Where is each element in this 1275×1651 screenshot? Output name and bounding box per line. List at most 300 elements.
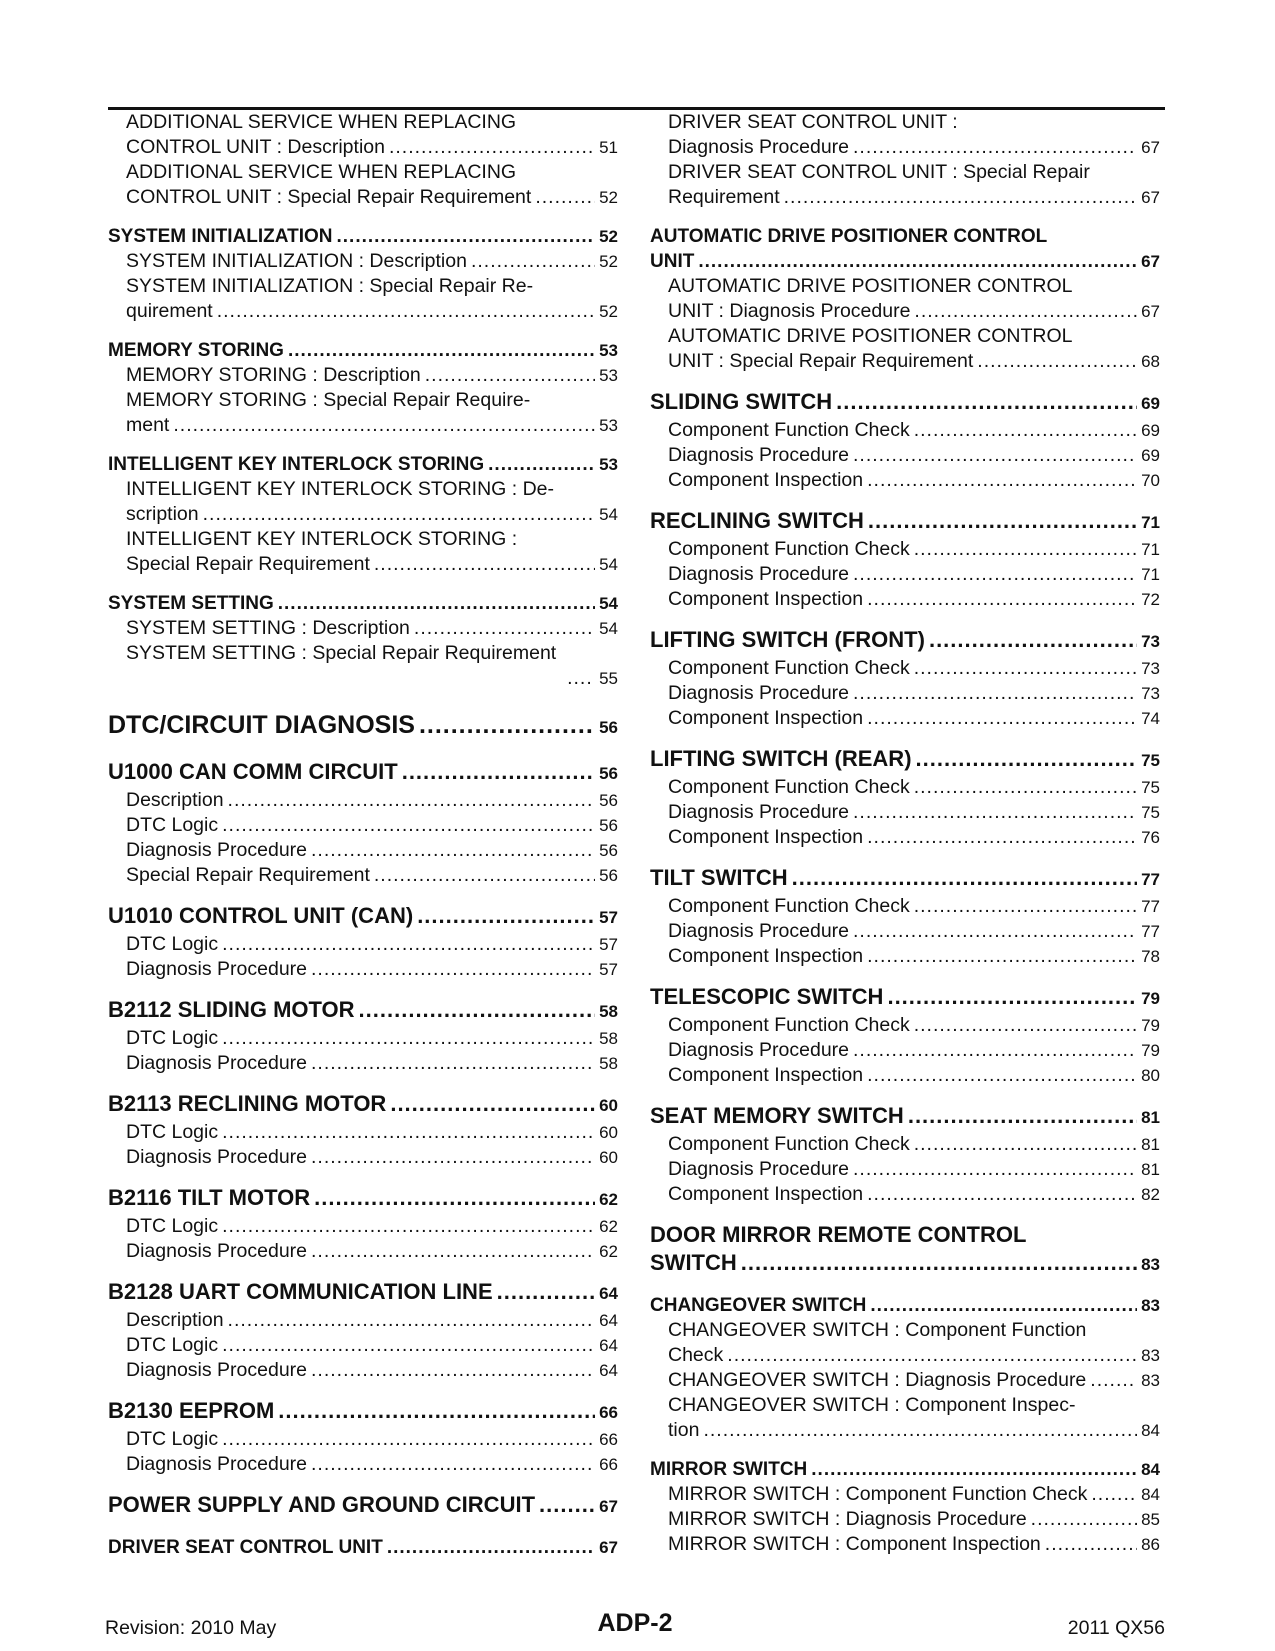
toc-page-number: 75	[1141, 751, 1160, 770]
dot-leader	[222, 813, 595, 838]
toc-section-entry[interactable]	[108, 452, 618, 477]
toc-section-entry[interactable]	[108, 758, 618, 788]
toc-entry-title: Component Inspection	[668, 588, 864, 610]
toc-page-continuation[interactable]	[108, 666, 618, 691]
dot-leader	[853, 443, 1137, 468]
toc-entry-title: SYSTEM INITIALIZATION	[108, 226, 333, 247]
toc-entry-title: Component Function Check	[668, 895, 910, 917]
toc-sub-entry[interactable]	[650, 825, 1160, 850]
toc-entry-title: DRIVER SEAT CONTROL UNIT	[108, 1537, 383, 1558]
toc-sub-entry[interactable]	[650, 418, 1160, 443]
toc-section-entry[interactable]	[650, 249, 1160, 274]
toc-entry-title: Component Inspection	[668, 469, 864, 491]
toc-entry-title: tion	[668, 1419, 700, 1441]
toc-entry-title: Special Repair Requirement	[126, 553, 370, 575]
toc-sub-entry[interactable]	[108, 502, 618, 527]
dot-leader	[1091, 1482, 1137, 1507]
toc-section-entry[interactable]	[108, 1535, 618, 1560]
toc-entry-title: SLIDING SWITCH	[650, 389, 833, 414]
toc-section-entry[interactable]	[108, 1090, 618, 1120]
dot-leader	[741, 1249, 1137, 1277]
toc-entry-title: Component Inspection	[668, 826, 864, 848]
toc-entry-title: Component Inspection	[668, 945, 864, 967]
toc-entry-title: quirement	[126, 300, 213, 322]
toc-entry-line[interactable]: MEMORY STORING : Special Repair Require-	[126, 389, 531, 411]
dot-leader	[853, 800, 1137, 825]
toc-entry-line[interactable]: AUTOMATIC DRIVE POSITIONER CONTROL	[668, 275, 1073, 297]
revision-label: Revision: 2010 May	[105, 1617, 277, 1639]
dot-leader	[222, 1333, 595, 1358]
dot-leader	[1045, 1532, 1137, 1557]
toc-page-number: 67	[1141, 302, 1160, 321]
toc-page-number: 79	[1141, 1016, 1160, 1035]
toc-entry-title: LIFTING SWITCH (REAR)	[650, 746, 912, 771]
dot-leader	[914, 299, 1137, 324]
toc-page-number: 56	[599, 866, 618, 885]
toc-entry-line[interactable]: CHANGEOVER SWITCH : Component Function	[668, 1319, 1087, 1341]
dot-leader	[836, 388, 1137, 416]
dot-leader	[1090, 1368, 1137, 1393]
toc-sub-entry[interactable]	[108, 1358, 618, 1383]
toc-entry-title: Component Inspection	[668, 1064, 864, 1086]
toc-sub-entry[interactable]	[108, 1120, 618, 1145]
dot-leader	[359, 996, 596, 1024]
dot-leader	[217, 299, 595, 324]
toc-sub-entry[interactable]	[650, 349, 1160, 374]
toc-sub-entry[interactable]	[108, 1333, 618, 1358]
toc-page-number: 71	[1141, 565, 1160, 584]
toc-left-column	[108, 110, 618, 1560]
toc-page-number: 70	[1141, 471, 1160, 490]
toc-sub-entry[interactable]	[108, 413, 618, 438]
toc-entry-title: UNIT : Diagnosis Procedure	[668, 300, 911, 322]
toc-entry-title: Diagnosis Procedure	[126, 1240, 308, 1262]
toc-section-entry[interactable]	[650, 745, 1160, 775]
dot-leader	[222, 1120, 595, 1145]
toc-sub-entry[interactable]	[108, 363, 618, 388]
dot-leader	[853, 919, 1137, 944]
toc-page-number: 84	[1141, 1485, 1160, 1504]
toc-page-number: 56	[599, 718, 618, 737]
dot-leader	[228, 1308, 596, 1333]
toc-page-number: 58	[599, 1029, 618, 1048]
dot-leader	[853, 681, 1137, 706]
toc-entry-title: DTC Logic	[126, 814, 219, 836]
dot-leader	[425, 363, 595, 388]
toc-page-number: 73	[1141, 632, 1160, 651]
toc-page-number: 77	[1141, 897, 1160, 916]
toc-entry-title: Diagnosis Procedure	[126, 1453, 308, 1475]
toc-sub-entry[interactable]	[650, 894, 1160, 919]
toc-sub-entry[interactable]	[650, 1343, 1160, 1368]
dot-leader	[387, 1535, 595, 1560]
model-label: 2011 QX56	[1067, 1617, 1165, 1639]
toc-sub-entry[interactable]	[108, 838, 618, 863]
toc-sub-entry[interactable]	[108, 299, 618, 324]
toc-sub-entry[interactable]	[108, 1308, 618, 1333]
toc-entry-title: INTELLIGENT KEY INTERLOCK STORING	[108, 454, 485, 475]
dot-leader	[417, 902, 595, 930]
toc-entry-title: CHANGEOVER SWITCH : Diagnosis Procedure	[668, 1369, 1087, 1391]
toc-sub-entry[interactable]	[108, 1051, 618, 1076]
toc-sub-entry[interactable]	[650, 800, 1160, 825]
toc-entry-title: DTC/CIRCUIT DIAGNOSIS	[108, 711, 415, 739]
dot-leader	[374, 863, 595, 888]
dot-leader	[203, 502, 595, 527]
toc-entry-title: B2130 EEPROM	[108, 1398, 275, 1423]
dot-leader	[914, 1132, 1137, 1157]
toc-sub-entry[interactable]	[650, 1418, 1160, 1443]
toc-entry-line[interactable]: ADDITIONAL SERVICE WHEN REPLACING	[126, 161, 517, 183]
toc-entry-title: CHANGEOVER SWITCH	[650, 1295, 867, 1316]
dot-leader	[1031, 1507, 1137, 1532]
toc-page-number: 53	[599, 416, 618, 435]
toc-page-number: 64	[599, 1336, 618, 1355]
toc-sub-entry[interactable]	[108, 1214, 618, 1239]
toc-entry-title: B2128 UART COMMUNICATION LINE	[108, 1279, 493, 1304]
dot-leader	[727, 1343, 1137, 1368]
toc-page-number: 54	[599, 505, 618, 524]
toc-page-number: 77	[1141, 922, 1160, 941]
toc-section-entry[interactable]	[650, 626, 1160, 656]
toc-entry-line[interactable]: DRIVER SEAT CONTROL UNIT :	[668, 111, 958, 133]
dot-leader	[228, 788, 596, 813]
toc-page-number: 62	[599, 1217, 618, 1236]
toc-page-number: 83	[1141, 1371, 1160, 1390]
toc-sub-entry[interactable]	[108, 552, 618, 577]
toc-page-number: 53	[599, 455, 618, 474]
toc-page-number: 67	[1141, 252, 1160, 271]
toc-entry-title: B2113 RECLINING MOTOR	[108, 1091, 387, 1116]
toc-page-number: 80	[1141, 1066, 1160, 1085]
toc-entry-line[interactable]: CHANGEOVER SWITCH : Component Inspec-	[668, 1394, 1076, 1416]
dot-leader	[698, 249, 1137, 274]
toc-page-number: 53	[599, 366, 618, 385]
toc-page-number: 75	[1141, 803, 1160, 822]
page-number: ADP-2	[597, 1609, 673, 1637]
dot-leader	[278, 591, 595, 616]
toc-section-entry[interactable]	[650, 983, 1160, 1013]
toc-entry-title: RECLINING SWITCH	[650, 508, 864, 533]
toc-section-entry[interactable]	[650, 1457, 1160, 1482]
dot-leader	[402, 758, 595, 786]
toc-page-number: 67	[599, 1497, 618, 1516]
toc-section-entry[interactable]	[108, 1397, 618, 1427]
toc-sub-entry[interactable]	[650, 1063, 1160, 1088]
toc-page-number: 54	[599, 619, 618, 638]
toc-sub-entry[interactable]	[650, 1132, 1160, 1157]
dot-leader	[567, 666, 593, 691]
toc-page-number: 66	[599, 1430, 618, 1449]
toc-sub-entry[interactable]	[650, 1482, 1160, 1507]
toc-section-entry[interactable]	[650, 864, 1160, 894]
toc-sub-entry[interactable]	[650, 656, 1160, 681]
toc-sub-entry[interactable]	[650, 299, 1160, 324]
toc-sub-entry[interactable]	[108, 1239, 618, 1264]
toc-page-number: 83	[1141, 1255, 1160, 1274]
toc-section-entry[interactable]	[650, 1293, 1160, 1318]
toc-page-number: 82	[1141, 1185, 1160, 1204]
toc-section-entry[interactable]	[650, 507, 1160, 537]
toc-page-number: 68	[1141, 352, 1160, 371]
toc-section-entry[interactable]	[108, 1184, 618, 1214]
toc-entry-title: MEMORY STORING	[108, 340, 284, 361]
dot-leader	[870, 1293, 1137, 1318]
dot-leader	[497, 1278, 595, 1306]
dot-leader	[929, 626, 1137, 654]
toc-sub-entry[interactable]	[650, 1532, 1160, 1557]
toc-entry-title: DTC Logic	[126, 933, 219, 955]
toc-sub-entry[interactable]	[650, 587, 1160, 612]
toc-entry-line[interactable]: AUTOMATIC DRIVE POSITIONER CONTROL	[668, 325, 1073, 347]
toc-entry-title: SYSTEM INITIALIZATION : Description	[126, 250, 467, 272]
toc-section-entry[interactable]	[108, 709, 618, 744]
toc-sub-entry[interactable]	[650, 944, 1160, 969]
page-footer	[105, 1608, 1165, 1642]
toc-entry-title: Diagnosis Procedure	[668, 136, 850, 158]
toc-page-number: 67	[599, 1538, 618, 1557]
toc-entry-title: Diagnosis Procedure	[668, 920, 850, 942]
toc-entry-line[interactable]: ADDITIONAL SERVICE WHEN REPLACING	[126, 111, 517, 133]
toc-entry-line[interactable]: INTELLIGENT KEY INTERLOCK STORING :	[126, 528, 518, 550]
toc-page-number: 62	[599, 1242, 618, 1261]
dot-leader	[374, 552, 595, 577]
toc-page-number: 83	[1141, 1346, 1160, 1365]
toc-page-number: 60	[599, 1123, 618, 1142]
toc-page-number: 79	[1141, 989, 1160, 1008]
toc-sub-entry[interactable]	[108, 135, 618, 160]
toc-entry-line[interactable]: DOOR MIRROR REMOTE CONTROL	[650, 1222, 1027, 1247]
toc-page-number: 64	[599, 1361, 618, 1380]
toc-entry-title: Diagnosis Procedure	[126, 958, 308, 980]
toc-sub-entry[interactable]	[650, 537, 1160, 562]
toc-page-number: 71	[1141, 540, 1160, 559]
toc-sub-entry[interactable]	[108, 1427, 618, 1452]
toc-entry-title: Component Function Check	[668, 657, 910, 679]
toc-sub-entry[interactable]	[108, 932, 618, 957]
toc-page-number: 83	[1141, 1296, 1160, 1315]
dot-leader	[389, 135, 595, 160]
toc-entry-title: Diagnosis Procedure	[668, 682, 850, 704]
toc-entry-title: Description	[126, 789, 224, 811]
toc-sub-entry[interactable]	[650, 1507, 1160, 1532]
toc-sub-entry[interactable]	[108, 788, 618, 813]
toc-sub-entry[interactable]	[108, 1145, 618, 1170]
toc-section-entry[interactable]	[108, 338, 618, 363]
toc-sub-entry[interactable]	[650, 1157, 1160, 1182]
toc-section-entry[interactable]	[108, 902, 618, 932]
toc-entry-title: UNIT : Special Repair Requirement	[668, 350, 974, 372]
toc-sub-entry[interactable]	[650, 468, 1160, 493]
toc-entry-title: Component Function Check	[668, 776, 910, 798]
toc-entry-title: MIRROR SWITCH : Diagnosis Procedure	[668, 1508, 1027, 1530]
dot-leader	[914, 894, 1137, 919]
dot-leader	[390, 1090, 595, 1118]
dot-leader	[853, 562, 1137, 587]
toc-sub-entry[interactable]	[108, 249, 618, 274]
toc-page-number: 67	[1141, 188, 1160, 207]
dot-leader	[914, 537, 1137, 562]
toc-entry-title: Requirement	[668, 186, 780, 208]
toc-page-number: 71	[1141, 513, 1160, 532]
dot-leader	[811, 1457, 1137, 1482]
dot-leader	[278, 1397, 595, 1425]
toc-page-number: 73	[1141, 684, 1160, 703]
toc-section-entry[interactable]	[108, 224, 618, 249]
toc-entry-title: TILT SWITCH	[650, 865, 788, 890]
toc-entry-line[interactable]: AUTOMATIC DRIVE POSITIONER CONTROL	[650, 226, 1048, 247]
toc-sub-entry[interactable]	[650, 706, 1160, 731]
toc-page-number: 78	[1141, 947, 1160, 966]
dot-leader	[867, 825, 1137, 850]
dot-leader	[914, 418, 1137, 443]
toc-right-column	[650, 110, 1160, 1557]
toc-entry-title: Diagnosis Procedure	[126, 839, 308, 861]
dot-leader	[868, 507, 1137, 535]
toc-sub-entry[interactable]	[108, 1026, 618, 1051]
toc-page-number: 56	[599, 764, 618, 783]
dot-leader	[792, 864, 1137, 892]
toc-page-number: 52	[599, 252, 618, 271]
toc-sub-entry[interactable]	[650, 1368, 1160, 1393]
toc-entry-title: Diagnosis Procedure	[126, 1052, 308, 1074]
toc-page-number: 74	[1141, 709, 1160, 728]
toc-sub-entry[interactable]	[108, 863, 618, 888]
toc-entry-line[interactable]: DRIVER SEAT CONTROL UNIT : Special Repair	[668, 161, 1090, 183]
toc-sub-entry[interactable]	[650, 562, 1160, 587]
toc-entry-title: SYSTEM SETTING : Description	[126, 617, 410, 639]
dot-leader	[539, 1491, 595, 1519]
toc-entry-title: DTC Logic	[126, 1215, 219, 1237]
toc-entry-title: SWITCH	[650, 1250, 737, 1275]
toc-entry-line[interactable]: SYSTEM SETTING : Special Repair Requirement	[126, 642, 557, 664]
toc-entry-title: MIRROR SWITCH : Component Inspection	[668, 1533, 1041, 1555]
toc-entry-title: B2116 TILT MOTOR	[108, 1185, 311, 1210]
toc-page-number: 56	[599, 791, 618, 810]
toc-sub-entry[interactable]	[650, 443, 1160, 468]
dot-leader	[914, 1013, 1137, 1038]
toc-entry-title: U1000 CAN COMM CIRCUIT	[108, 759, 398, 784]
toc-sub-entry[interactable]	[108, 185, 618, 210]
toc-entry-title: Description	[126, 1309, 224, 1331]
toc-entry-title: POWER SUPPLY AND GROUND CIRCUIT	[108, 1492, 536, 1517]
dot-leader	[977, 349, 1137, 374]
toc-sub-entry[interactable]	[650, 681, 1160, 706]
dot-leader	[311, 1051, 595, 1076]
toc-section-entry[interactable]	[108, 1491, 618, 1521]
dot-leader	[222, 1214, 595, 1239]
dot-leader	[867, 468, 1137, 493]
toc-entry-title: DTC Logic	[126, 1121, 219, 1143]
toc-entry-title: Diagnosis Procedure	[668, 801, 850, 823]
dot-leader	[288, 338, 595, 363]
toc-entry-title: Special Repair Requirement	[126, 864, 370, 886]
toc-section-entry[interactable]	[108, 1278, 618, 1308]
toc-page-number: 77	[1141, 870, 1160, 889]
toc-page-number: 69	[1141, 394, 1160, 413]
toc-page-number: 57	[599, 908, 618, 927]
toc-sub-entry[interactable]	[650, 919, 1160, 944]
dot-leader	[336, 224, 595, 249]
toc-page-number: 81	[1141, 1135, 1160, 1154]
toc-sub-entry[interactable]	[650, 1038, 1160, 1063]
toc-sub-entry[interactable]	[650, 1182, 1160, 1207]
dot-leader	[867, 1182, 1137, 1207]
toc-entry-title: Diagnosis Procedure	[668, 1039, 850, 1061]
toc-page-number: 60	[599, 1148, 618, 1167]
dot-leader	[867, 706, 1137, 731]
toc-page-number: 86	[1141, 1535, 1160, 1554]
dot-leader	[887, 983, 1137, 1011]
toc-entry-line[interactable]: SYSTEM INITIALIZATION : Special Repair Re-	[126, 275, 534, 297]
toc-page-number: 56	[599, 816, 618, 835]
toc-section-entry[interactable]	[650, 388, 1160, 418]
dot-leader	[703, 1418, 1137, 1443]
toc-sub-entry[interactable]	[108, 616, 618, 641]
toc-sub-entry[interactable]	[650, 1013, 1160, 1038]
toc-entry-title: Component Inspection	[668, 1183, 864, 1205]
toc-page-number: 53	[599, 341, 618, 360]
toc-entry-title: Diagnosis Procedure	[668, 563, 850, 585]
dot-leader	[314, 1184, 595, 1212]
dot-leader	[311, 1145, 595, 1170]
toc-page-number: 58	[599, 1002, 618, 1021]
dot-leader	[414, 616, 595, 641]
toc-entry-title: Diagnosis Procedure	[668, 444, 850, 466]
toc-sub-entry[interactable]	[650, 185, 1160, 210]
toc-section-entry[interactable]	[650, 1102, 1160, 1132]
toc-sub-entry[interactable]	[108, 1452, 618, 1477]
toc-page-number: 66	[599, 1403, 618, 1422]
toc-sub-entry[interactable]	[650, 775, 1160, 800]
toc-sub-entry[interactable]	[108, 957, 618, 982]
toc-section-entry[interactable]	[108, 591, 618, 616]
toc-sub-entry[interactable]	[108, 813, 618, 838]
toc-entry-title: Diagnosis Procedure	[126, 1359, 308, 1381]
dot-leader	[853, 1038, 1137, 1063]
toc-page-number: 85	[1141, 1510, 1160, 1529]
dot-leader	[311, 1452, 595, 1477]
dot-leader	[853, 135, 1137, 160]
dot-leader	[311, 957, 595, 982]
toc-page-number: 81	[1141, 1108, 1160, 1127]
toc-entry-title: MIRROR SWITCH	[650, 1459, 808, 1480]
dot-leader	[914, 656, 1137, 681]
dot-leader	[908, 1102, 1137, 1130]
toc-page-number: 64	[599, 1311, 618, 1330]
toc-entry-title: DTC Logic	[126, 1027, 219, 1049]
toc-section-entry[interactable]	[108, 996, 618, 1026]
toc-entry-title: SYSTEM SETTING	[108, 593, 274, 614]
toc-page-number: 76	[1141, 828, 1160, 847]
toc-page-number: 51	[599, 138, 618, 157]
toc-page-number: 79	[1141, 1041, 1160, 1060]
toc-page-number: 69	[1141, 421, 1160, 440]
toc-entry-title: SEAT MEMORY SWITCH	[650, 1103, 904, 1128]
toc-page-number: 54	[599, 555, 618, 574]
dot-leader	[311, 1358, 595, 1383]
toc-section-entry[interactable]	[650, 1249, 1160, 1279]
toc-page-number: 69	[1141, 446, 1160, 465]
toc-page-number: 75	[1141, 778, 1160, 797]
dot-leader	[916, 745, 1138, 773]
dot-leader	[173, 413, 595, 438]
toc-entry-title: Component Inspection	[668, 707, 864, 729]
toc-sub-entry[interactable]	[650, 135, 1160, 160]
toc-entry-title: Diagnosis Procedure	[668, 1158, 850, 1180]
toc-entry-line[interactable]: INTELLIGENT KEY INTERLOCK STORING : De-	[126, 478, 555, 500]
toc-page-number: 58	[599, 1054, 618, 1073]
